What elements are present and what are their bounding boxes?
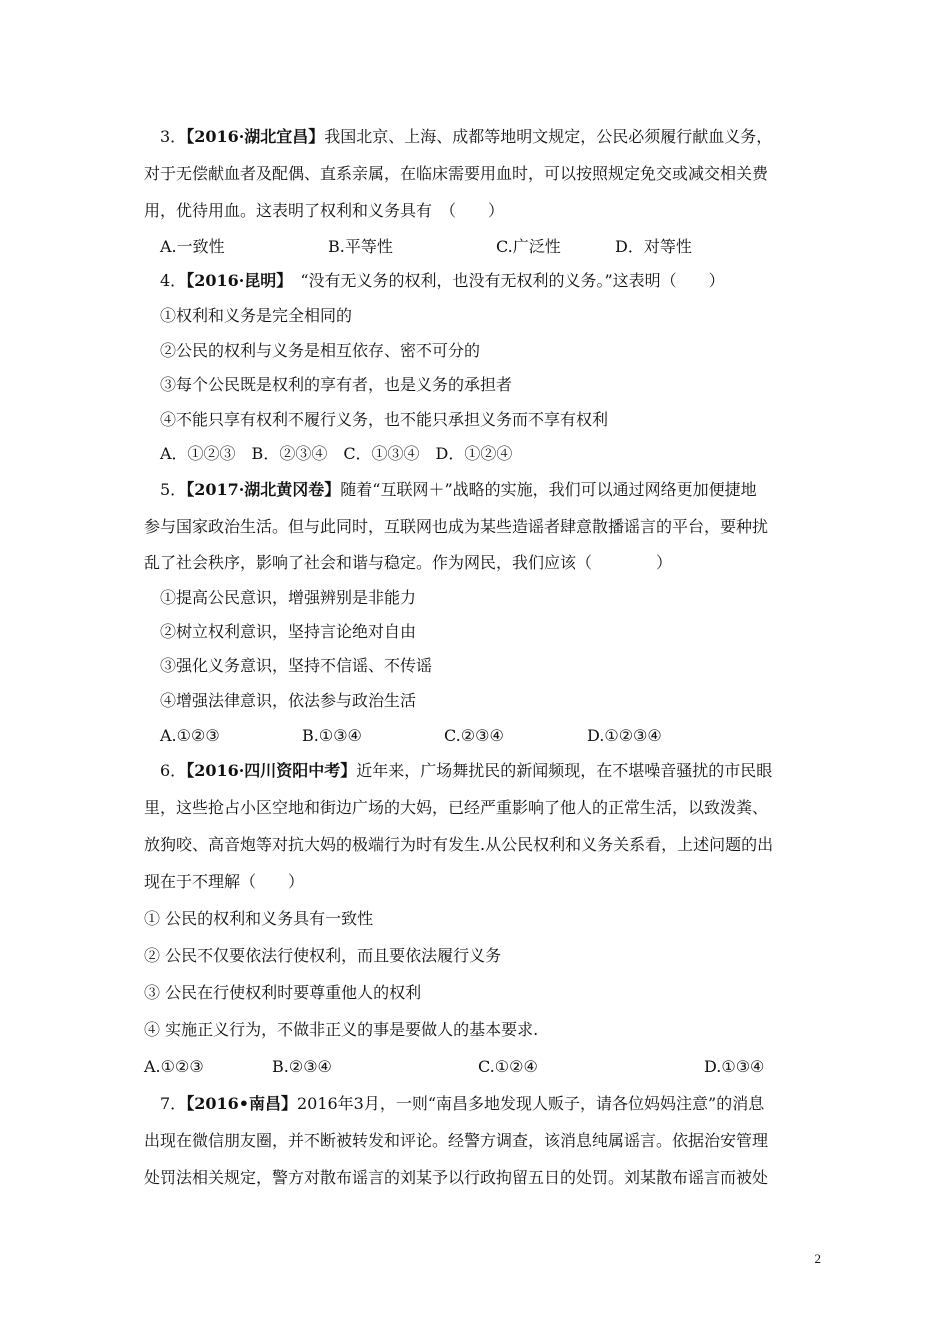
- q3-option-b: B.平等性: [328, 237, 393, 256]
- q3-option-d: D．对等性: [615, 237, 692, 256]
- q4-text: “没有无义务的权利，也没有无权利的义务。”这表明（ ）: [300, 271, 725, 290]
- q6-option-d: D.①③④: [704, 1057, 765, 1076]
- q7-line3: 处罚法相关规定，警方对散布谣言的刘某予以行政拘留五日的处罚。刘某散布谣言而被处: [144, 1168, 769, 1187]
- q4-source: 【2016·昆明】: [186, 271, 285, 290]
- q4-options: A．①②③ B．②③④ C．①③④ D．①②④: [160, 444, 513, 463]
- q5-option-b: B.①③④: [302, 726, 362, 745]
- q4-line1: [160, 270, 725, 292]
- q3-option-a: A.一致性: [160, 237, 225, 256]
- q6-option-a: A.①②③: [144, 1057, 204, 1076]
- q7-line1: [160, 1093, 764, 1115]
- q6-item-1: ① 公民的权利和义务具有一致性: [144, 909, 374, 928]
- q5-source: 【2017·湖北黄冈卷】: [186, 480, 341, 499]
- q5-number: 5．: [160, 480, 187, 499]
- q5-item-2: ②树立权利意识，坚持言论绝对自由: [160, 622, 417, 641]
- q3-source: 【2016·湖北宜昌】: [186, 127, 325, 146]
- q6-line2: 里，这些抢占小区空地和街边广场的大妈，已经严重影响了他人的正常生活，以致泼粪、: [144, 798, 769, 817]
- q7-text: 2016年3月，一则“南昌多地发现人贩子，请各位妈妈注意”的消息: [296, 1094, 765, 1113]
- q5-line3: 乱了社会秩序，影响了社会和谐与稳定。作为网民，我们应该（ ）: [144, 553, 673, 572]
- q6-source: 【2016·四川资阳中考】: [186, 761, 357, 780]
- q5-option-c: C.②③④: [444, 726, 504, 745]
- q6-item-4: ④ 实施正义行为，不做非正义的事是要做人的基本要求.: [144, 1020, 539, 1039]
- q3-line1: [160, 126, 772, 148]
- q5-line2: 参与国家政治生活。但与此同时，互联网也成为某些造谣者肆意散播谣言的平台，要种扰: [144, 517, 769, 536]
- q6-option-b: B.②③④: [272, 1057, 332, 1076]
- q4-item-1: ①权利和义务是完全相同的: [160, 306, 353, 325]
- q5-item-4: ④增强法律意识，依法参与政治生活: [160, 691, 417, 710]
- q6-item-2: ② 公民不仅要依法行使权利，而且要依法履行义务: [144, 946, 502, 965]
- q3-line2: 对于无偿献血者及配偶、直系亲属，在临床需要用血时，可以按照规定免交或减交相关费: [144, 164, 769, 183]
- q6-number: 6．: [160, 761, 187, 780]
- q7-source: 【2016•南昌】: [186, 1094, 297, 1113]
- q3-number: 3．: [160, 127, 187, 146]
- q6-option-c: C.①②④: [478, 1057, 538, 1076]
- q3-option-c: C.广泛性: [496, 237, 561, 256]
- q5-option-a: A.①②③: [160, 726, 220, 745]
- q4-item-3: ③每个公民既是权利的享有者，也是义务的承担者: [160, 375, 513, 394]
- q6-item-3: ③ 公民在行使权利时要尊重他人的权利: [144, 983, 422, 1002]
- q7-number: 7．: [160, 1094, 187, 1113]
- page-number: 2: [814, 1251, 821, 1266]
- q4-item-4: ④不能只享有权利不履行义务，也不能只承担义务而不享有权利: [160, 410, 609, 429]
- q5-line1: [160, 479, 757, 501]
- q5-option-d: D.①②③④: [587, 726, 662, 745]
- q6-line4: 现在于不理解（ ）: [144, 872, 305, 891]
- q4-item-2: ②公民的权利与义务是相互依存、密不可分的: [160, 341, 481, 360]
- q3-text: 我国北京、上海、成都等地明文规定，公民必须履行献血义务，: [324, 127, 773, 146]
- q5-item-3: ③强化义务意识，坚持不信谣、不传谣: [160, 656, 433, 675]
- q5-item-1: ①提高公民意识，增强辨别是非能力: [160, 588, 417, 607]
- q7-line2: 出现在微信朋友圈，并不断被转发和评论。经警方调查，该消息纯属谣言。依据治安管理: [144, 1131, 769, 1150]
- q5-text: 随着“互联网＋”战略的实施，我们可以通过网络更加便捷地: [340, 480, 757, 499]
- q6-line1: [160, 760, 772, 782]
- q4-number: 4．: [160, 271, 187, 290]
- q6-line3: 放狗咬、高音炮等对抗大妈的极端行为时有发生.从公民权利和义务关系看，上述问题的出: [144, 835, 774, 854]
- q3-line3: 用，优待用血。这表明了权利和义务具有 （ ）: [144, 201, 505, 220]
- q6-text: 近年来，广场舞扰民的新闻频现，在不堪噪音骚扰的市民眼: [356, 761, 773, 780]
